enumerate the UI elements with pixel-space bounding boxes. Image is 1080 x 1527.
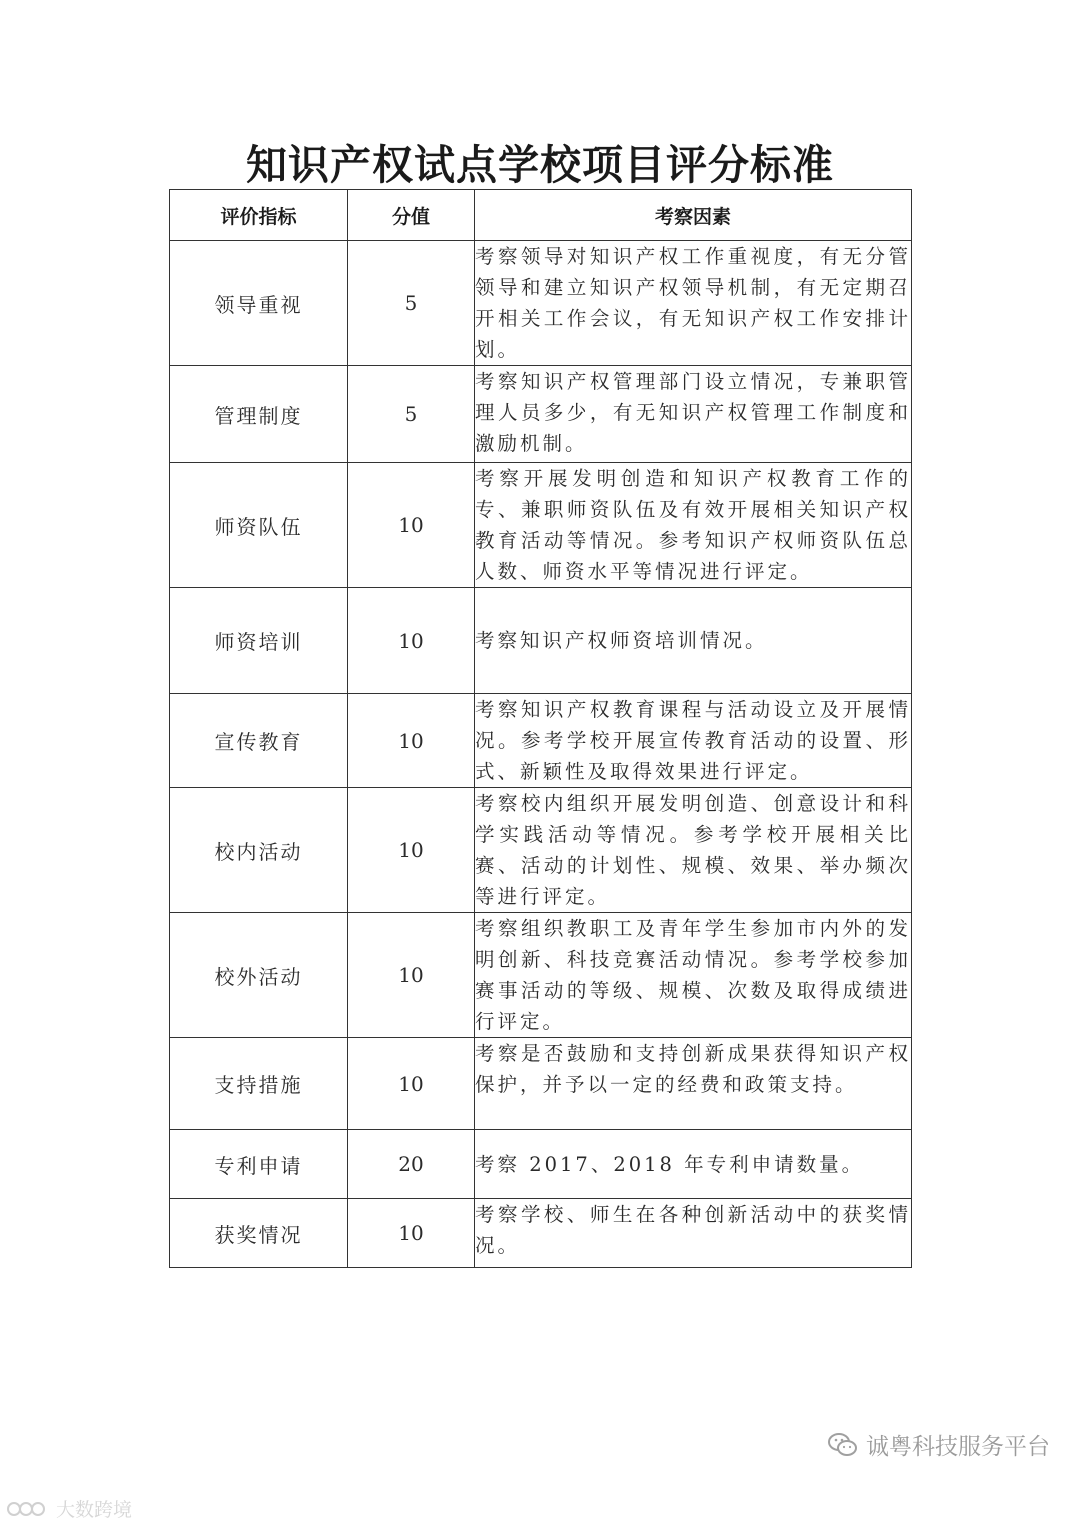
factors-cell: 考察 2017、2018 年专利申请数量。: [475, 1130, 912, 1199]
score-cell: 5: [348, 241, 475, 366]
factors-cell: 考察校内组织开展发明创造、创意设计和科学实践活动等情况。参考学校开展相关比赛、活动的计划性、规模、效果、举办频次等进行评定。: [475, 788, 912, 913]
brand-watermark: [6, 1495, 132, 1522]
table-row: [170, 366, 912, 463]
header-factors: 考察因素: [475, 190, 912, 241]
table-row: [170, 241, 912, 366]
scoring-table: [169, 189, 912, 1268]
table-row: [170, 1038, 912, 1130]
factors-cell: 考察领导对知识产权工作重视度，有无分管领导和建立知识产权领导机制，有无定期召开相关工作会议，有无知识产权工作安排计划。: [475, 241, 912, 366]
table-row: [170, 463, 912, 588]
score-cell: 10: [348, 463, 475, 588]
indicator-cell: 支持措施: [170, 1038, 348, 1130]
indicator-cell: 管理制度: [170, 366, 348, 463]
watermark-account-name: 诚粤科技服务平台: [866, 1434, 1050, 1460]
score-cell: 10: [348, 788, 475, 913]
table-header-row: [170, 190, 912, 241]
indicator-cell: 校外活动: [170, 913, 348, 1038]
factors-cell: 考察学校、师生在各种创新活动中的获奖情况。: [475, 1199, 912, 1268]
indicator-cell: 校内活动: [170, 788, 348, 913]
factors-cell: 考察知识产权管理部门设立情况，专兼职管理人员多少，有无知识产权管理工作制度和激励机制。: [475, 366, 912, 463]
wechat-account-watermark: [828, 1428, 1050, 1461]
score-cell: 10: [348, 1038, 475, 1130]
score-cell: 20: [348, 1130, 475, 1199]
indicator-cell: 专利申请: [170, 1130, 348, 1199]
table-row: [170, 588, 912, 694]
indicator-cell: 师资培训: [170, 588, 348, 694]
indicator-cell: 获奖情况: [170, 1199, 348, 1268]
table-row: [170, 788, 912, 913]
factors-cell: 考察知识产权师资培训情况。: [475, 588, 912, 694]
score-cell: 5: [348, 366, 475, 463]
table-row: [170, 694, 912, 788]
factors-cell: 考察组织教职工及青年学生参加市内外的发明创新、科技竞赛活动情况。参考学校参加赛事活动的等级、规模、次数及取得成绩进行评定。: [475, 913, 912, 1038]
watermark-brand-name: 大数跨境: [56, 1499, 133, 1521]
indicator-cell: 领导重视: [170, 241, 348, 366]
table-row: [170, 1130, 912, 1199]
document-title: 知识产权试点学校项目评分标准: [246, 141, 834, 189]
indicator-cell: 宣传教育: [170, 694, 348, 788]
table-row: [170, 913, 912, 1038]
factors-cell: 考察知识产权教育课程与活动设立及开展情况。参考学校开展宣传教育活动的设置、形式、新颖性及取得效果进行评定。: [475, 694, 912, 788]
brand-logo-icon: [6, 1499, 52, 1519]
wechat-icon: [828, 1432, 858, 1458]
header-indicator: 评价指标: [170, 190, 348, 241]
score-cell: 10: [348, 694, 475, 788]
score-cell: 10: [348, 913, 475, 1038]
table-row: [170, 1199, 912, 1268]
indicator-cell: 师资队伍: [170, 463, 348, 588]
score-cell: 10: [348, 588, 475, 694]
header-score: 分值: [348, 190, 475, 241]
factors-cell: 考察开展发明创造和知识产权教育工作的专、兼职师资队伍及有效开展相关知识产权教育活动等情况。参考知识产权师资队伍总人数、师资水平等情况进行评定。: [475, 463, 912, 588]
factors-cell: 考察是否鼓励和支持创新成果获得知识产权保护，并予以一定的经费和政策支持。: [475, 1038, 912, 1130]
score-cell: 10: [348, 1199, 475, 1268]
